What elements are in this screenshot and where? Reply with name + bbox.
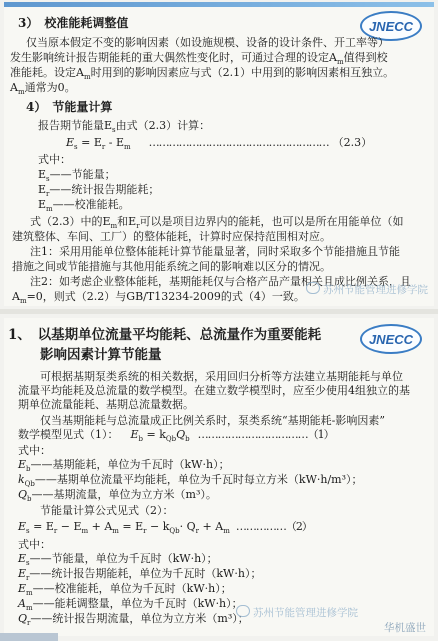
definition-er: $E_r——$统计报告期能耗； [38, 183, 160, 199]
paragraph-line: 仅当基期能耗与总流量成正比例关系时，泵类系统“基期能耗-影响因素” [40, 414, 385, 427]
document-page-1 [4, 2, 434, 306]
paragraph-line: 可根据基期泵类系统的相关数据，采用回归分析等方法建立基期能耗与单位 [40, 370, 403, 383]
where-label-2: 式中： [18, 538, 51, 551]
paragraph-line: 数学模型见式（1）： $E_b = k_{Qb}Q_b$ ……………………………（1） [18, 428, 334, 444]
header-band [4, 2, 434, 7]
watermark-2: 华机盛世 [384, 622, 426, 634]
definition-qb: $Q_b——$基期流量，单位为立方米（m³）。 [18, 488, 217, 504]
section-title: 1、 以基期单位流量平均能耗、总流量作为重要能耗 [8, 327, 322, 343]
wechat-icon [236, 605, 250, 617]
paragraph-line: 流量平均能耗及总流量的数学模型。在建立数学模型时，应至少使用4组独立的基 [18, 384, 410, 397]
paragraph-line: 期单位流量能耗、基期总流量数据。 [18, 398, 194, 411]
paragraph-line: 节能量计算公式见式（2）： [40, 504, 174, 517]
definition-qr: $Q_r——$统计报告期流量，单位为立方米（m³）； [18, 612, 249, 628]
note-line: 式（2.3）中的$E_m$和$E_r$可以是项目边界内的能耗，也可以是所在用能单位（如 [30, 215, 404, 231]
paragraph-line: $A_m$通常为0。 [10, 81, 76, 97]
definition-es: $E_s——$节能量，单位为千瓦时（kW·h）； [18, 552, 218, 568]
definition-eb: $E_b——$基期能耗，单位为千瓦时（kW·h）； [18, 458, 230, 474]
definition-kqb: $k_{Qb}——$基期单位流量平均能耗，单位为千瓦时每立方米（kW·h/m³）； [18, 473, 363, 489]
section-heading-3: 3） 校准能耗调整值 [18, 16, 129, 30]
note-line: 建筑整体、车间、工厂）的整体能耗，计算时应保持范围相对应。 [12, 230, 331, 243]
page-divider [0, 309, 438, 314]
corner-strip [0, 633, 58, 641]
document-page-2 [4, 318, 434, 636]
note-2-cont: $A_m=0$，则式（2.2）与GB/T13234-2009的式（4）一致。 [12, 290, 305, 306]
watermark: 苏州节能管理进修学院 [306, 282, 428, 297]
note-1: 注1：采用用能单位整体能耗计算节能量显著，同时采取多个节能措施且节能 [30, 245, 400, 258]
jnecc-logo: JNECC [360, 324, 422, 354]
wechat-icon [306, 282, 320, 294]
jnecc-logo: JNECC [360, 11, 422, 41]
section-heading-4: 4） 节能量计算 [26, 100, 113, 114]
where-label: 式中： [38, 153, 71, 166]
paragraph-line: 发生影响统计报告期能耗的重大偶然性变化时，可通过合理的设定$A_m$值得到校 [10, 51, 388, 67]
report-line: 报告期节能量$E_s$由式（2.3）计算： [38, 119, 211, 135]
note-1-cont: 措施之间或节能措施与其他用能系统之间的影响难以区分的情况。 [12, 260, 331, 273]
note-2: 注2：如考虑企业整体能耗，基期能耗仅与合格产品产量相关且成比例关系，且 [30, 275, 411, 288]
definition-em: $E_m——$校准能耗，单位为千瓦时（kW·h）； [18, 582, 232, 598]
definition-am: $A_m——$能耗调整量，单位为千瓦时（kW·h）； [18, 597, 243, 613]
paragraph-line: 准能耗。设定$A_m$时用到的影响因素应与式（2.1）中用到的影响因素相互独立。 [10, 66, 395, 82]
formula-2: $E_s = E_r - E_m + A_m = E_r - k_{Qb}\cdot Q_r + A_m$ ……………（2） [18, 520, 312, 536]
definition-er: $E_r——$统计报告期能耗，单位为千瓦时（kW·h）； [18, 567, 262, 583]
definition-em: $E_m——$校准能耗。 [38, 198, 130, 214]
where-label: 式中： [18, 444, 51, 457]
watermark: 苏州节能管理进修学院 [236, 605, 358, 620]
section-title-cont: 影响因素计算节能量 [40, 347, 162, 363]
paragraph-line: 仅当原本假定不变的影响因素（如设施规模、设备的设计条件、开工率等） [26, 36, 389, 49]
formula-2-3: $E_s = E_r - E_m$ ……………………………………………… （2.3） [66, 136, 373, 152]
definition-es: $E_s——$节能量； [38, 168, 116, 184]
